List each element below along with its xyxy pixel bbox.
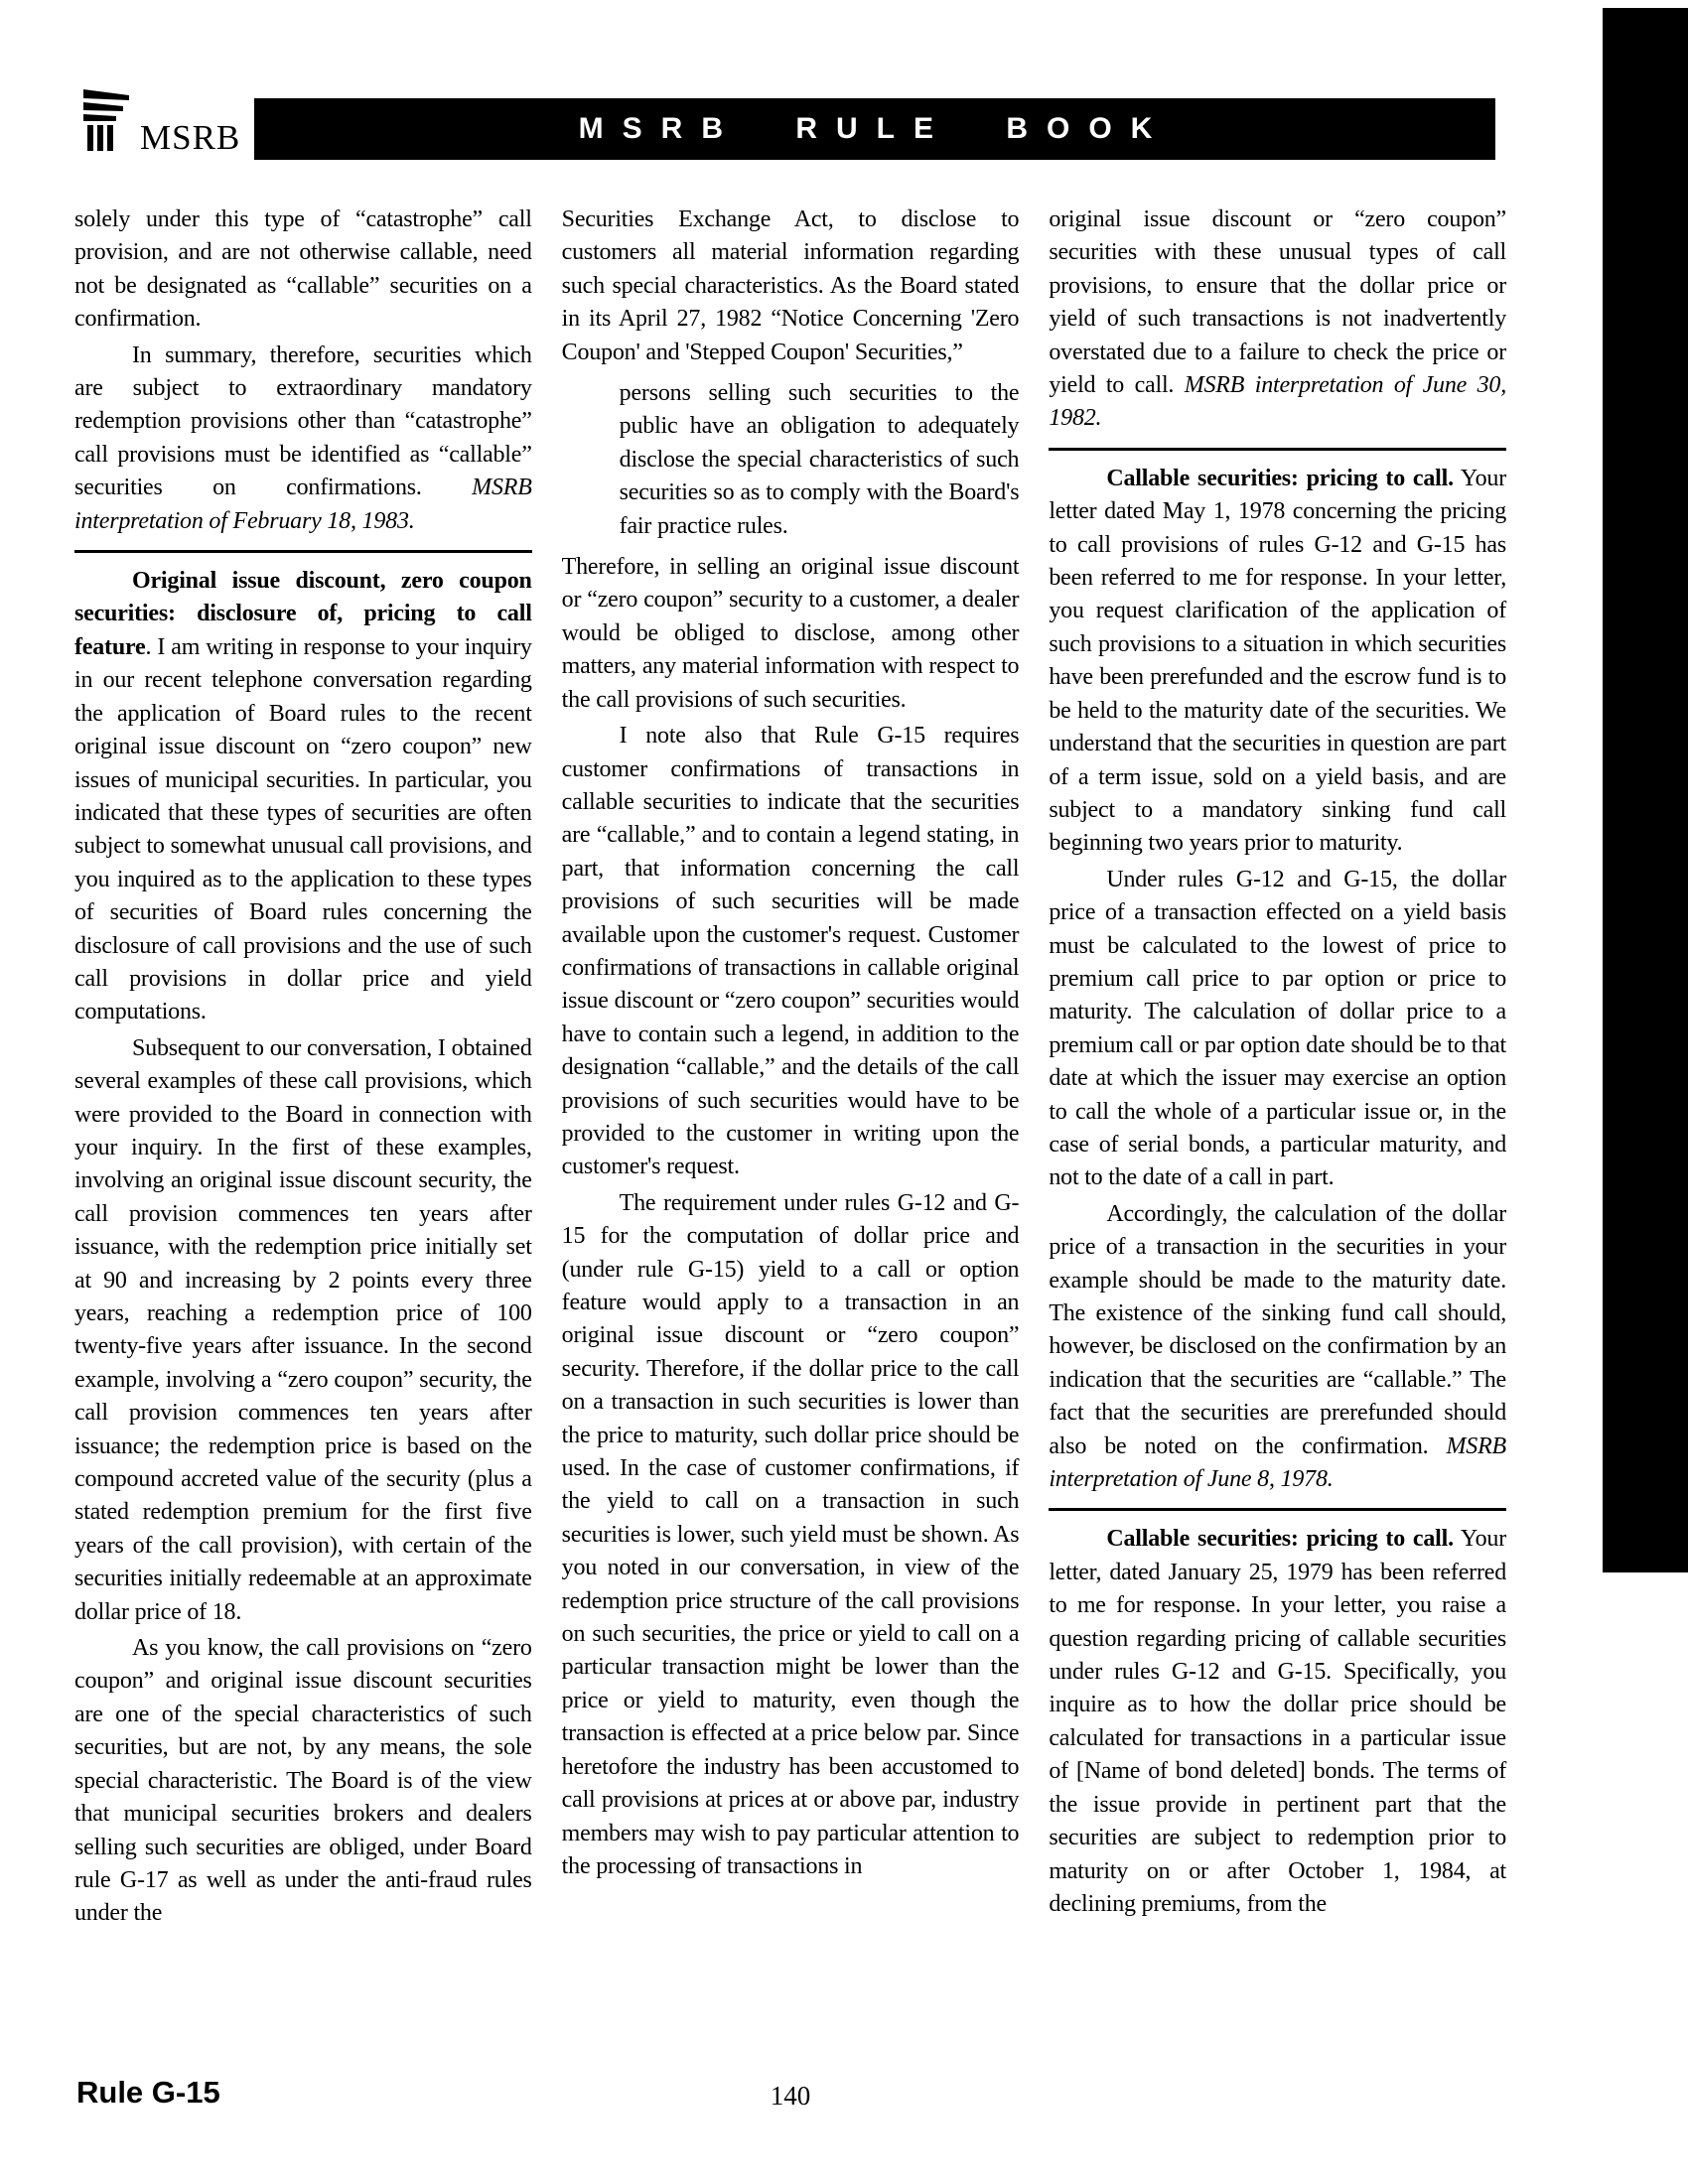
run-in-heading: Original issue discount, zero coupon securities: disclosure of, pricing to call feature xyxy=(74,568,532,660)
paragraph: solely under this type of “catastrophe” call provision, and are not otherwise callable, need not be designated as “callable” securities on a confirmation. xyxy=(74,206,532,333)
msrb-column-icon xyxy=(83,87,137,153)
paragraph: Accordingly, the calculation of the dollar price of a transaction in the securities in your example should be made to the maturity date. The existence of the sinking fund call should, however, be disclosed on the confirmation by an indication that the securities are “callable.” The fact that the securities are prerefunded should also be noted on the confirmation. MSRB interpretation of June 8, 1978. xyxy=(1049,1200,1507,1493)
paragraph: I note also that Rule G-15 requires customer confirmations of transactions in callable securities to indicate that the securities are “callable,” and to contain a legend stating, in part, that information concerning the call provisions of such securities will be made available upon the customer's request. Customer confirmations of transactions in callable original issue discount or “zero coupon” securities would have to contain such a legend, in addition to the designation “callable,” and the details of the call provisions of such securities would have to be provided to the customer in writing upon the customer's request. xyxy=(561,723,1020,1180)
paragraph: As you know, the call provisions on “zero coupon” and original issue discount securities are one of the special characteristics of such securities, but are not, by any means, the sole special characteristic. The Board is of the view that municipal securities brokers and dealers selling such securities are obliged, under Board rule G-17 as well as under the anti-fraud rules under the xyxy=(74,1635,532,1927)
msrb-logo-text: MSRB xyxy=(140,118,241,157)
msrb-logo xyxy=(83,87,241,157)
section-divider xyxy=(1049,1508,1506,1511)
heading-paragraph: Callable securities: pricing to call. Your letter dated May 1, 1978 concerning the pricing to call provisions of rules G-12 and G-15 has been referred to me for response. In your letter, you request clarification of the application of such provisions to a situation in which securities have been prerefunded and the escrow fund is to be held to the maturity date of the securities. We understand that the securities in question are part of a term issue, sold on a yield basis, and are subject to a mandatory sinking fund call beginning two years prior to maturity. xyxy=(1049,465,1507,857)
paragraph: In summary, therefore, securities which are subject to extraordinary mandatory redemption provisions other than “catastrophe” call provisions must be identified as “callable” securities on confirmations. MSRB interpretation of February 18, 1983. xyxy=(74,341,532,534)
column-3 xyxy=(1049,204,1506,1934)
footer-page-number: 140 xyxy=(770,2081,811,2111)
column-2 xyxy=(562,204,1020,1934)
interpretation-citation: MSRB interpretation of June 8, 1978. xyxy=(1049,1433,1507,1493)
section-divider xyxy=(74,550,532,553)
text-columns xyxy=(74,204,1506,1934)
run-in-heading: Callable securities: pricing to call. xyxy=(1106,1526,1454,1553)
paragraph: Subsequent to our conversation, I obtained several examples of these call provisions, which were provided to the Board in connection with your inquiry. In the first of these examples, involving an original issue discount security, the call provision commences ten years after issuance, with the redemption price initially set at 90 and increasing by 2 points every three years, reaching a redemption price of 100 twenty-five years after issuance. In the second example, involving a “zero coupon” security, the call provision commences ten years after issuance; the redemption price is based on the compound accreted value of the security (plus a stated redemption premium for the first five years of the call provision), with certain of the securities initially redeemable at an approximate dollar price of 18. xyxy=(74,1034,532,1625)
section-divider xyxy=(1049,448,1506,451)
page-title: MSRB RULE BOOK xyxy=(578,112,1172,145)
footer-rule-label: Rule G-15 xyxy=(76,2075,220,2110)
paragraph: Therefore, in selling an original issue discount or “zero coupon” security to a customer, a dealer would be obliged to disclose, among other matters, any material information with respect to the call provisions of such securities. xyxy=(561,554,1020,713)
block-quote: persons selling such securities to the public have an obligation to adequately disclose the special characteristics of such securities so as to comply with the Board's fair practice rules. xyxy=(619,380,1020,539)
paragraph: The requirement under rules G-12 and G-15 for the computation of dollar price and (under rule G-15) yield to a call or option feature would apply to a transaction in an original issue discount or “zero coupon” security. Therefore, if the dollar price to the call on a transaction in such securities is lower than the price to maturity, such dollar price should be used. In the case of customer confirmations, if the yield to call on a transaction in such securities is lower, such yield must be shown. As you noted in our conversation, in view of the redemption price structure of the call provisions on such securities, the price or yield to call on a particular transaction might be lower than the price or yield to maturity, even though the transaction is effected at a price below par. Since heretofore the industry has been accustomed to call provisions at prices at or above par, industry members may wish to pay particular attention to the processing of transactions in xyxy=(561,1189,1020,1879)
edge-tab xyxy=(1603,8,1688,1572)
heading-paragraph: Callable securities: pricing to call. Your letter, dated January 25, 1979 has been referred to me for response. In your letter, you raise a question regarding pricing of callable securities under rules G-12 and G-15. Specifically, you inquire as to how the dollar price should be calculated for transactions in a particular issue of [Name of bond deleted] bonds. The terms of the issue provide in pertinent part that the securities are subject to redemption prior to maturity on or after October 1, 1984, at declining premiums, from the xyxy=(1049,1526,1507,1917)
interpretation-citation: MSRB interpretation of June 30, 1982. xyxy=(1049,372,1506,432)
column-1 xyxy=(74,204,532,1934)
interpretation-citation: MSRB interpretation of February 18, 1983. xyxy=(74,475,532,534)
title-bar xyxy=(254,98,1495,160)
heading-paragraph: Original issue discount, zero coupon securities: disclosure of, pricing to call feature. I am writing in response to your inquiry in our recent telephone conversation regarding the application of Board rules to the recent original issue discount on “zero coupon” new issues of municipal securities. In particular, you indicated that these types of securities are often subject to somewhat unusual call provisions, and you inquired as to the application to these types of securities of Board rules concerning the disclosure of call provisions and the use of such call provisions in dollar price and yield computations. xyxy=(74,568,532,1025)
run-in-heading: Callable securities: pricing to call. xyxy=(1106,465,1454,491)
paragraph: original issue discount or “zero coupon” securities with these unusual types of call provisions, to ensure that the dollar price or yield of such transactions is not inadvertently overstated due to a failure to check the price or yield to call. MSRB interpretation of June 30, 1982. xyxy=(1049,206,1507,432)
paragraph: Under rules G-12 and G-15, the dollar price of a transaction effected on a yield basis must be calculated to the lowest of price to premium call price to par option or price to maturity. The calculation of dollar price to a premium call or par option date should be to that date at which the issuer may exercise an option to call the whole of a particular issue or, in the case of serial bonds, a particular maturity, and not to the date of a call in part. xyxy=(1049,866,1507,1191)
paragraph: Securities Exchange Act, to disclose to customers all material information regarding such special characteristics. As the Board stated in its April 27, 1982 “Notice Concerning 'Zero Coupon' and 'Stepped Coupon' Securities,” xyxy=(561,206,1020,365)
